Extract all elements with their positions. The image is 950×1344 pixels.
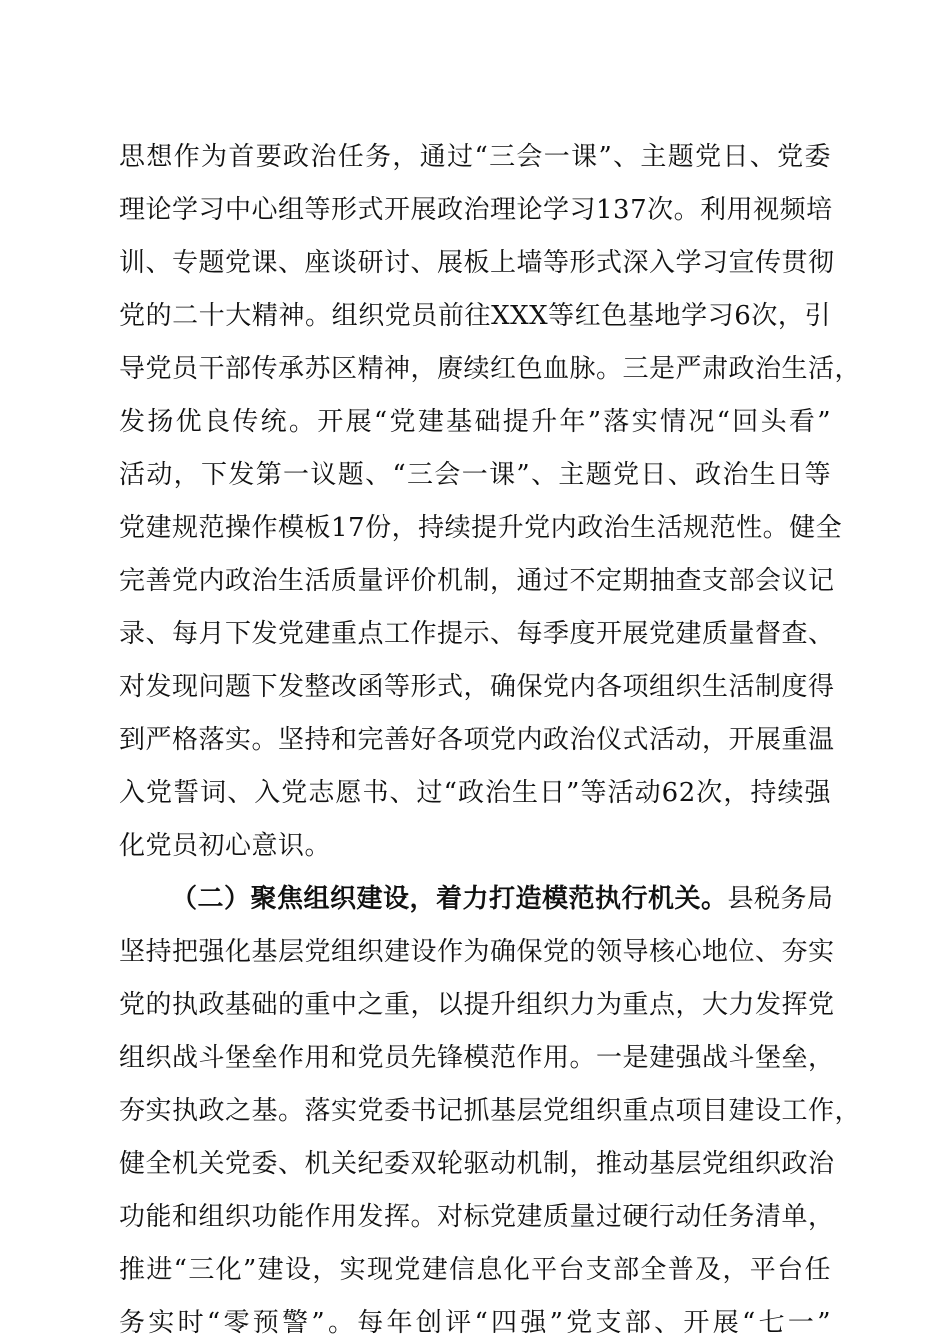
text-line: 健全机关党委、机关纪委双轮驱动机制，推动基层党组织政治 bbox=[119, 1149, 835, 1179]
text-line: 完善党内政治生活质量评价机制，通过不定期抽查支部会议记 bbox=[119, 566, 835, 596]
text-line: 功能和组织功能作用发挥。对标党建质量过硬行动任务清单， bbox=[119, 1202, 835, 1232]
text-line: 组织战斗堡垒作用和党员先锋模范作用。一是建强战斗堡垒， bbox=[119, 1043, 835, 1073]
text-line: 录、每月下发党建重点工作提示、每季度开展党建质量督查、 bbox=[119, 619, 835, 649]
text-line: 到严格落实。坚持和完善好各项党内政治仪式活动，开展重温 bbox=[119, 725, 835, 755]
text-line: 理论学习中心组等形式开展政治理论学习137次。利用视频培 bbox=[119, 195, 833, 225]
text-line: 夯实执政之基。落实党委书记抓基层党组织重点项目建设工作， bbox=[119, 1096, 862, 1126]
section-heading: （二）聚焦组织建设，着力打造模范执行机关。 bbox=[171, 884, 728, 914]
section-heading-continuation: 县税务局 bbox=[727, 884, 834, 914]
text-line: 入党誓词、入党志愿书、过“政治生日”等活动62次，持续强 bbox=[119, 778, 831, 808]
section-heading-line bbox=[171, 880, 834, 918]
text-line: 推进“三化”建设，实现党建信息化平台支部全普及，平台任 bbox=[119, 1255, 831, 1285]
text-line: 党的二十大精神。组织党员前往XXX等红色基地学习6次，引 bbox=[119, 301, 831, 331]
text-line: 活动，下发第一议题、“三会一课”、主题党日、政治生日等 bbox=[119, 460, 831, 490]
text-line: 训、专题党课、座谈研讨、展板上墙等形式深入学习宣传贯彻 bbox=[119, 248, 835, 278]
text-line: 化党员初心意识。 bbox=[119, 831, 332, 861]
text-line: 思想作为首要政治任务，通过“三会一课”、主题党日、党委 bbox=[119, 142, 831, 172]
text-line: 坚持把强化基层党组织建设作为确保党的领导核心地位、夯实 bbox=[119, 937, 835, 967]
text-line: 发扬优良传统。开展“党建基础提升年”落实情况“回头看” bbox=[119, 407, 831, 437]
text-line: 导党员干部传承苏区精神，赓续红色血脉。三是严肃政治生活， bbox=[119, 354, 862, 384]
text-line: 党的执政基础的重中之重，以提升组织力为重点，大力发挥党 bbox=[119, 990, 835, 1020]
text-line: 党建规范操作模板17份，持续提升党内政治生活规范性。健全 bbox=[119, 513, 843, 543]
text-line: 务实时“零预警”。每年创评“四强”党支部、开展“七一” bbox=[119, 1308, 831, 1338]
text-line: 对发现问题下发整改函等形式，确保党内各项组织生活制度得 bbox=[119, 672, 835, 702]
